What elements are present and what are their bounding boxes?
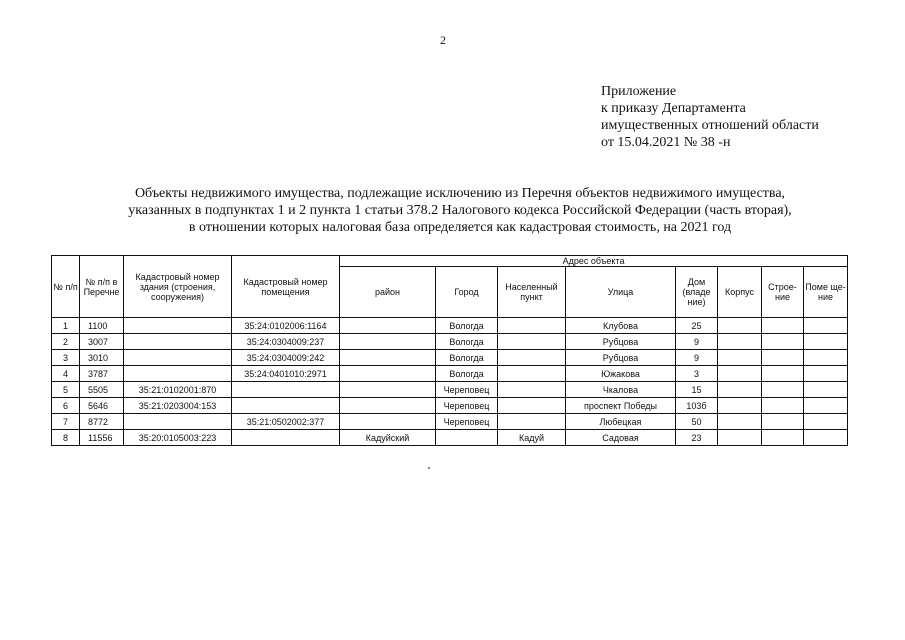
cell-settlement: Кадуй	[498, 430, 566, 446]
cell-street: Рубцова	[566, 334, 676, 350]
cell-house: 103б	[676, 398, 718, 414]
header-pomeshenie: Поме ще- ние	[804, 267, 848, 318]
cell-korpus	[718, 430, 762, 446]
table-row	[52, 366, 848, 382]
cell-num: 7	[52, 414, 80, 430]
cell-street: Рубцова	[566, 350, 676, 366]
cell-house: 15	[676, 382, 718, 398]
cell-city: Череповец	[436, 414, 498, 430]
cell-list-num: 5505	[80, 382, 124, 398]
cell-pomeshenie	[804, 414, 848, 430]
cell-house: 3	[676, 366, 718, 382]
cell-building: 35:21:0203004:153	[124, 398, 232, 414]
scan-speck	[428, 467, 430, 469]
cell-house: 9	[676, 350, 718, 366]
cell-korpus	[718, 398, 762, 414]
cell-house: 9	[676, 334, 718, 350]
cell-street: Садовая	[566, 430, 676, 446]
cell-pomeshenie	[804, 366, 848, 382]
table-row	[52, 350, 848, 366]
cell-room: 35:21:0502002:377	[232, 414, 340, 430]
header-house: Дом (владе ние)	[676, 267, 718, 318]
table-row	[52, 382, 848, 398]
cell-stroenie	[762, 350, 804, 366]
cell-list-num: 11556	[80, 430, 124, 446]
header-num: № п/п	[52, 256, 80, 318]
cell-building: 35:20:0105003:223	[124, 430, 232, 446]
cell-street: Любецкая	[566, 414, 676, 430]
cell-building	[124, 334, 232, 350]
cell-room	[232, 382, 340, 398]
title-line-3: в отношении которых налоговая база определяется как кадастровая стоимость, на 2021 год	[188, 220, 732, 235]
cell-stroenie	[762, 430, 804, 446]
cell-settlement	[498, 318, 566, 334]
cell-list-num: 5646	[80, 398, 124, 414]
cell-street: проспект Победы	[566, 398, 676, 414]
cell-house: 25	[676, 318, 718, 334]
cell-room	[232, 398, 340, 414]
cell-settlement	[498, 334, 566, 350]
cell-stroenie	[762, 414, 804, 430]
cell-house: 50	[676, 414, 718, 430]
cell-korpus	[718, 350, 762, 366]
cell-building	[124, 350, 232, 366]
cell-list-num: 3787	[80, 366, 124, 382]
cell-district	[340, 382, 436, 398]
cell-num: 5	[52, 382, 80, 398]
cell-num: 4	[52, 366, 80, 382]
cell-room: 35:24:0102006:1164	[232, 318, 340, 334]
header-row-top	[52, 256, 848, 267]
cell-stroenie	[762, 366, 804, 382]
cell-list-num: 1100	[80, 318, 124, 334]
cell-korpus	[718, 366, 762, 382]
cell-stroenie	[762, 334, 804, 350]
cell-building	[124, 414, 232, 430]
header-street: Улица	[566, 267, 676, 318]
cell-pomeshenie	[804, 334, 848, 350]
cell-room: 35:24:0401010:2971	[232, 366, 340, 382]
cell-stroenie	[762, 398, 804, 414]
cell-street: Чкалова	[566, 382, 676, 398]
appendix-block	[601, 83, 819, 151]
cell-pomeshenie	[804, 350, 848, 366]
cell-korpus	[718, 334, 762, 350]
cell-street: Клубова	[566, 318, 676, 334]
cell-pomeshenie	[804, 382, 848, 398]
cell-room: 35:24:0304009:242	[232, 350, 340, 366]
cell-district	[340, 334, 436, 350]
cell-district	[340, 398, 436, 414]
cell-district	[340, 366, 436, 382]
cell-room	[232, 430, 340, 446]
header-list-num: № п/п в Перечне	[80, 256, 124, 318]
cell-district	[340, 318, 436, 334]
document-title	[40, 185, 880, 236]
cell-building: 35:21:0102001:870	[124, 382, 232, 398]
header-korpus: Корпус	[718, 267, 762, 318]
cell-korpus	[718, 382, 762, 398]
cell-pomeshenie	[804, 318, 848, 334]
cell-city: Вологда	[436, 318, 498, 334]
title-line-2: указанных в подпунктах 1 и 2 пункта 1 статьи 378.2 Налогового кодекса Российской Федерации (часть вторая),	[128, 203, 792, 218]
appendix-line-3: имущественных отношений области	[601, 118, 819, 133]
cell-pomeshenie	[804, 398, 848, 414]
table-row	[52, 318, 848, 334]
cell-settlement	[498, 414, 566, 430]
cell-list-num: 8772	[80, 414, 124, 430]
cell-korpus	[718, 414, 762, 430]
appendix-line-4: от 15.04.2021 № 38 -н	[601, 135, 731, 150]
cell-korpus	[718, 318, 762, 334]
table-row	[52, 398, 848, 414]
cell-stroenie	[762, 382, 804, 398]
header-room-cadastral: Кадастровый номер помещения	[232, 256, 340, 318]
cell-district	[340, 350, 436, 366]
cell-city: Череповец	[436, 382, 498, 398]
cell-street: Южакова	[566, 366, 676, 382]
title-line-1: Объекты недвижимого имущества, подлежащие исключению из Перечня объектов недвижимого имущества,	[134, 186, 786, 201]
cell-settlement	[498, 398, 566, 414]
cell-pomeshenie	[804, 430, 848, 446]
cell-city: Череповец	[436, 398, 498, 414]
cell-district: Кадуйский	[340, 430, 436, 446]
cell-settlement	[498, 382, 566, 398]
cell-list-num: 3007	[80, 334, 124, 350]
header-building-cadastral: Кадастровый номер здания (строения, сооружения)	[124, 256, 232, 318]
cell-city	[436, 430, 498, 446]
appendix-line-2: к приказу Департамента	[601, 101, 746, 116]
header-address-group: Адрес объекта	[340, 256, 848, 267]
header-city: Город	[436, 267, 498, 318]
cell-num: 6	[52, 398, 80, 414]
cell-settlement	[498, 366, 566, 382]
cell-num: 3	[52, 350, 80, 366]
objects-table	[51, 255, 848, 446]
header-settlement: Населенный пункт	[498, 267, 566, 318]
cell-city: Вологда	[436, 366, 498, 382]
cell-settlement	[498, 350, 566, 366]
header-district: район	[340, 267, 436, 318]
table-row	[52, 334, 848, 350]
cell-city: Вологда	[436, 350, 498, 366]
table-row	[52, 430, 848, 446]
cell-room: 35:24:0304009:237	[232, 334, 340, 350]
cell-house: 23	[676, 430, 718, 446]
page-number: 2	[440, 33, 446, 47]
cell-building	[124, 318, 232, 334]
cell-list-num: 3010	[80, 350, 124, 366]
cell-num: 2	[52, 334, 80, 350]
header-stroenie: Строе- ние	[762, 267, 804, 318]
table-row	[52, 414, 848, 430]
cell-num: 1	[52, 318, 80, 334]
cell-num: 8	[52, 430, 80, 446]
cell-stroenie	[762, 318, 804, 334]
cell-city: Вологда	[436, 334, 498, 350]
cell-building	[124, 366, 232, 382]
cell-district	[340, 414, 436, 430]
appendix-line-1: Приложение	[601, 84, 677, 99]
